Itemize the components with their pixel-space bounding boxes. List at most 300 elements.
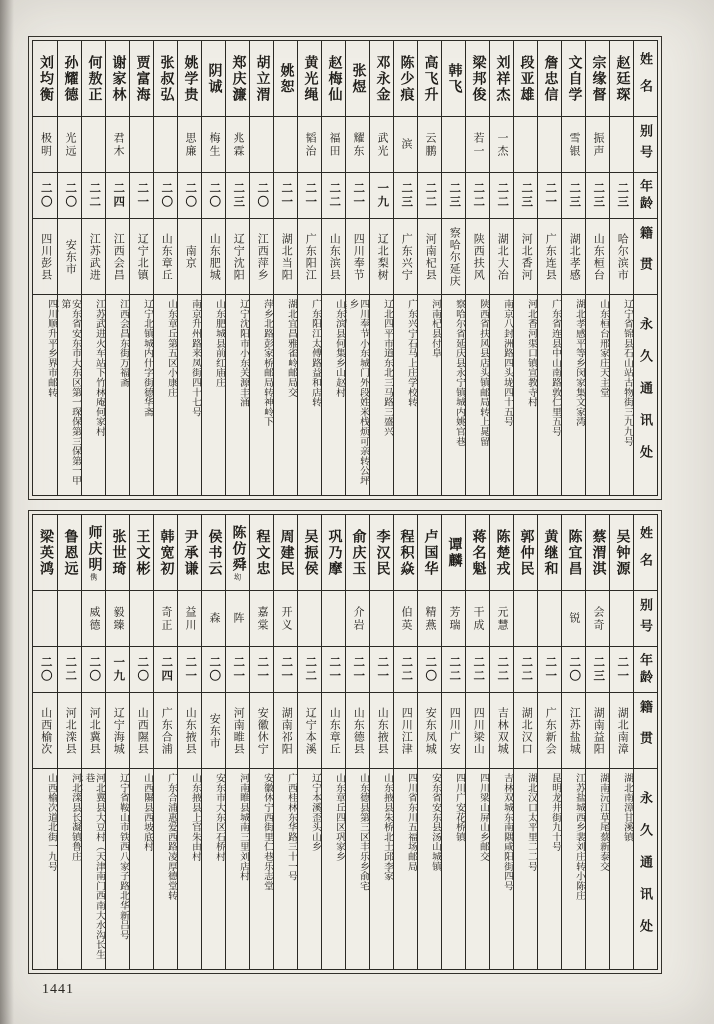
entry-address: 江西会昌东街万福斋 xyxy=(118,299,129,388)
directory-entry-column xyxy=(273,515,297,969)
directory-entry-column xyxy=(369,41,393,495)
entry-age: 二〇 xyxy=(33,173,57,219)
entry-age: 二一 xyxy=(346,173,369,219)
entry-address: 山东肥城县前红庙庄 xyxy=(214,299,225,388)
entry-address: 河北滦县长凝镇鲁庄 xyxy=(70,773,81,862)
entry-name: 詹忠信 xyxy=(538,41,561,117)
entry-native-place: 四川奉节 xyxy=(346,219,369,295)
directory-entry-column xyxy=(393,41,417,495)
entry-name: 巩乃摩 xyxy=(322,515,345,591)
entry-address: 四川奉节小东城门外段姓米栈烦可亲转公坪乡 xyxy=(346,295,369,495)
directory-entry-column xyxy=(369,515,393,969)
entry-address: 辽宁省锦县石山站古物街三九九号 xyxy=(622,299,633,446)
entry-age: 二四 xyxy=(106,173,129,219)
entry-age: 二〇 xyxy=(250,173,273,219)
directory-entry-column xyxy=(489,515,513,969)
entry-name: 何敖正 xyxy=(82,41,105,117)
entry-native-place: 陕西扶风 xyxy=(466,219,489,295)
entry-native-place: 四川江津 xyxy=(394,693,417,769)
entry-name: 胡立渭 xyxy=(250,41,273,117)
entry-age: 二三 xyxy=(514,173,537,219)
entry-native-place: 南京 xyxy=(178,219,201,295)
entry-native-place: 山东德县 xyxy=(346,693,369,769)
entry-name: 俞庆玉 xyxy=(346,515,369,591)
entry-alias xyxy=(442,117,465,173)
entry-name: 陈宜昌 xyxy=(562,515,585,591)
entry-name-note: 㘭 xyxy=(233,572,242,581)
entry-alias: 云鹏 xyxy=(418,117,441,173)
entry-name: 梁英鸿 xyxy=(33,515,57,591)
entry-native-place: 四川彭县 xyxy=(33,219,57,295)
directory-entry-column xyxy=(321,515,345,969)
entry-age: 二二 xyxy=(442,647,465,693)
entry-age: 二一 xyxy=(538,173,561,219)
entry-address: 四川省东川五福场邮局 xyxy=(406,773,417,871)
entry-address: 四川广安花桥镇 xyxy=(454,773,465,842)
entry-alias: 思廉 xyxy=(178,117,201,173)
entry-address: 四川顺升平乡界市邮转 xyxy=(46,299,57,397)
entry-age: 二二 xyxy=(490,173,513,219)
entry-age: 二〇 xyxy=(82,647,105,693)
directory-entry-column xyxy=(345,515,369,969)
entry-age: 一九 xyxy=(106,647,129,693)
entry-native-place: 安东市 xyxy=(58,219,81,295)
entry-age: 二二 xyxy=(298,647,321,693)
directory-entry-column xyxy=(537,515,561,969)
directory-entry-column xyxy=(249,41,273,495)
entry-alias xyxy=(322,591,345,647)
entry-age: 二一 xyxy=(226,647,249,693)
entry-name: 梁邦俊 xyxy=(466,41,489,117)
directory-entry-column xyxy=(225,515,249,969)
entry-age: 二二 xyxy=(466,173,489,219)
entry-age: 二三 xyxy=(586,173,609,219)
entry-address: 山东掖县朱桥北土邱李家 xyxy=(382,773,393,881)
entry-age: 二一 xyxy=(178,647,201,693)
entry-alias: 会奇 xyxy=(586,591,609,647)
entry-alias xyxy=(538,117,561,173)
directory-entry-column xyxy=(177,41,201,495)
entry-native-place: 辽北梨树 xyxy=(370,219,393,295)
directory-entry-column xyxy=(321,41,345,495)
entry-name: 程文忠 xyxy=(250,515,273,591)
entry-native-place: 河北滦县 xyxy=(58,693,81,769)
entry-native-place: 江苏盐城 xyxy=(562,693,585,769)
entry-alias: 毅臻 xyxy=(106,591,129,647)
directory-table-bottom-frame xyxy=(28,510,662,974)
entry-age: 二〇 xyxy=(178,173,201,219)
entry-alias xyxy=(274,117,297,173)
entry-name: 吴振侯 xyxy=(298,515,321,591)
directory-entry-column xyxy=(417,515,441,969)
entry-alias: 开义 xyxy=(274,591,297,647)
entry-native-place: 湖北汉口 xyxy=(514,693,537,769)
entry-address: 河南杞县付阜 xyxy=(430,299,441,358)
entry-native-place: 四川梁山 xyxy=(466,693,489,769)
entry-native-place: 辽宁沈阳 xyxy=(226,219,249,295)
entry-alias: 雪银 xyxy=(562,117,585,173)
entry-alias: 梅生 xyxy=(202,117,225,173)
directory-entry-column xyxy=(585,41,609,495)
entry-age: 二一 xyxy=(370,647,393,693)
entry-native-place: 河南杞县 xyxy=(418,219,441,295)
entry-name: 李汉民 xyxy=(370,515,393,591)
entry-alias: 耀东 xyxy=(346,117,369,173)
entry-address: 山东德县第三区丰乐乡俞宅 xyxy=(358,773,369,891)
directory-entry-column xyxy=(201,515,225,969)
entry-age: 二〇 xyxy=(562,647,585,693)
entry-name: 黄继和 xyxy=(538,515,561,591)
entry-alias xyxy=(130,117,153,173)
entry-native-place: 河南睢县 xyxy=(226,693,249,769)
entry-address: 安东市大东区石桥村 xyxy=(214,773,225,862)
entry-name: 张煜 xyxy=(346,41,369,117)
entry-age: 二二 xyxy=(418,173,441,219)
entry-address: 察哈尔省延庆县永宁镇城内姚官巷 xyxy=(454,299,465,446)
entry-name: 文自学 xyxy=(562,41,585,117)
entry-address: 四川梁山屏山乡邮交 xyxy=(478,773,489,862)
directory-entry-column xyxy=(57,515,81,969)
table-header-column xyxy=(633,41,657,495)
directory-entry-column xyxy=(609,41,633,495)
entry-name: 段亚雄 xyxy=(514,41,537,117)
entry-native-place: 山东掖县 xyxy=(178,693,201,769)
entry-alias: 阵 xyxy=(226,591,249,647)
directory-entry-column xyxy=(561,515,585,969)
entry-native-place: 安徽休宁 xyxy=(250,693,273,769)
entry-age: 二三 xyxy=(610,173,633,219)
entry-age: 二一 xyxy=(250,647,273,693)
entry-alias xyxy=(58,591,81,647)
entry-address: 南京升州路来凤街四十七号 xyxy=(190,299,201,417)
entry-address: 江苏盐城西乡裴刘庄转小陈庄 xyxy=(574,773,585,901)
page-number: 1441 xyxy=(42,982,74,997)
entry-native-place: 河北香河 xyxy=(514,219,537,295)
entry-address: 昆明龙井街九十号 xyxy=(550,773,561,852)
entry-native-place: 哈尔滨市 xyxy=(610,219,633,295)
directory-entry-column xyxy=(33,41,57,495)
directory-entry-column xyxy=(129,515,153,969)
entry-age: 二〇 xyxy=(202,647,225,693)
entry-age: 二三 xyxy=(394,173,417,219)
entry-address: 湖北汉口太平里二二号 xyxy=(526,773,537,871)
entry-age: 二〇 xyxy=(58,173,81,219)
entry-address: 安徽休宁西街里仁巷乐志堂 xyxy=(262,773,273,891)
entry-address: 山东章丘第五区小康庄 xyxy=(166,299,177,397)
entry-native-place: 广东新会 xyxy=(538,693,561,769)
entry-address: 广东阳江太傅路益和店转 xyxy=(310,299,321,407)
entry-native-place: 江西会昌 xyxy=(106,219,129,295)
entry-native-place: 山东掖县 xyxy=(370,693,393,769)
entry-native-place: 广东连县 xyxy=(538,219,561,295)
directory-entry-column xyxy=(105,41,129,495)
entry-name: 韩飞 xyxy=(442,41,465,117)
entry-age: 二三 xyxy=(226,173,249,219)
entry-alias: 嘉棠 xyxy=(250,591,273,647)
entry-native-place: 湖北孝感 xyxy=(562,219,585,295)
directory-entry-column xyxy=(153,41,177,495)
entry-alias xyxy=(33,591,57,647)
entry-alias: 君木 xyxy=(106,117,129,173)
entry-name: 程积焱 xyxy=(394,515,417,591)
entry-name: 赵梅仙 xyxy=(322,41,345,117)
entry-alias xyxy=(610,117,633,173)
directory-table-bottom xyxy=(32,514,658,970)
entry-native-place: 安东市 xyxy=(202,693,225,769)
entry-name: 郭仲民 xyxy=(514,515,537,591)
entry-native-place: 河北冀县 xyxy=(82,693,105,769)
entry-name: 陈楚戎 xyxy=(490,515,513,591)
entry-age: 二〇 xyxy=(130,647,153,693)
entry-alias xyxy=(154,117,177,173)
directory-entry-column xyxy=(33,515,57,969)
entry-address: 山东掖县上官朱由村 xyxy=(190,773,201,862)
entry-address: 山东滨县何集乡山赵村 xyxy=(334,299,345,397)
entry-age: 二一 xyxy=(274,647,297,693)
header-permanent-address: 永久通讯处 xyxy=(638,791,654,951)
entry-alias: 光远 xyxy=(58,117,81,173)
directory-entry-column xyxy=(81,41,105,495)
entry-alias: 极明 xyxy=(33,117,57,173)
entry-alias xyxy=(514,591,537,647)
entry-age: 二〇 xyxy=(154,173,177,219)
entry-native-place: 江苏武进 xyxy=(82,219,105,295)
entry-age: 二二 xyxy=(514,647,537,693)
entry-age: 二二 xyxy=(394,647,417,693)
entry-name: 张世琦 xyxy=(106,515,129,591)
entry-age: 二三 xyxy=(586,647,609,693)
directory-entry-column xyxy=(465,515,489,969)
entry-name: 刘均衡 xyxy=(33,41,57,117)
entry-address: 山东桓台邢家庄天主堂 xyxy=(598,299,609,397)
entry-age: 二二 xyxy=(490,647,513,693)
header-name: 姓名 xyxy=(634,41,657,117)
entry-age: 二一 xyxy=(298,173,321,219)
entry-native-place: 湖北当阳 xyxy=(274,219,297,295)
entry-name: 陈仿舜 㘭 xyxy=(226,515,249,591)
entry-native-place: 山东肥城 xyxy=(202,219,225,295)
entry-address: 广西桂林东华路三十一号 xyxy=(286,773,297,881)
directory-entry-column xyxy=(57,41,81,495)
entry-address: 湖北南漳甘溪镇 xyxy=(622,773,633,842)
entry-address: 山东章丘四区巩家乡 xyxy=(334,773,345,862)
entry-age: 二二 xyxy=(322,173,345,219)
entry-age: 二一 xyxy=(346,647,369,693)
entry-native-place: 湖北大冶 xyxy=(490,219,513,295)
entry-address: 安东省安东市大东区第一琛保第三保第一甲第 xyxy=(58,295,81,495)
entry-address: 山西榆次道北街一九号 xyxy=(46,773,57,871)
entry-name: 孙耀德 xyxy=(58,41,81,117)
entry-alias: 威德 xyxy=(82,591,105,647)
directory-table-top xyxy=(32,40,658,496)
entry-name: 张叔弘 xyxy=(154,41,177,117)
entry-age: 二一 xyxy=(130,173,153,219)
entry-name: 王文彬 xyxy=(130,515,153,591)
entry-native-place: 安东凤城 xyxy=(418,693,441,769)
entry-alias: 韬治 xyxy=(298,117,321,173)
entry-name: 贾富海 xyxy=(130,41,153,117)
entry-alias xyxy=(370,591,393,647)
entry-native-place: 察哈尔延庆 xyxy=(442,219,465,295)
directory-entry-column xyxy=(513,41,537,495)
entry-native-place: 湖南祁阳 xyxy=(274,693,297,769)
directory-entry-column xyxy=(297,41,321,495)
entry-alias xyxy=(610,591,633,647)
entry-name: 郑庆濂 xyxy=(226,41,249,117)
entry-native-place: 辽宁海城 xyxy=(106,693,129,769)
entry-name: 鲁恩远 xyxy=(58,515,81,591)
directory-entry-column xyxy=(441,41,465,495)
entry-alias: 兆霖 xyxy=(226,117,249,173)
directory-entry-column xyxy=(273,41,297,495)
entry-native-place: 湖南益阳 xyxy=(586,693,609,769)
entry-age: 二四 xyxy=(154,647,177,693)
entry-address: 陕西省扶风县店头镇邮局转上晁留 xyxy=(478,299,489,446)
entry-alias: 芳瑞 xyxy=(442,591,465,647)
entry-address: 辽宁省鞍山市铁西八家子路北华新吕号 xyxy=(118,773,129,940)
directory-entry-column xyxy=(393,515,417,969)
directory-entry-column xyxy=(201,41,225,495)
entry-age: 二〇 xyxy=(33,647,57,693)
entry-alias: 干成 xyxy=(466,591,489,647)
entry-native-place: 吉林双城 xyxy=(490,693,513,769)
entry-age: 二〇 xyxy=(418,647,441,693)
entry-name-note: 㑺 xyxy=(89,572,98,581)
directory-entry-column xyxy=(177,515,201,969)
entry-address: 山西隰县西坡底村 xyxy=(142,773,153,852)
entry-address: 辽北四平市道东北三马路三盛兴 xyxy=(382,299,393,437)
entry-native-place: 广东兴宁 xyxy=(394,219,417,295)
directory-entry-column xyxy=(129,41,153,495)
entry-age: 二二 xyxy=(82,173,105,219)
entry-native-place: 山东桓台 xyxy=(586,219,609,295)
directory-entry-column xyxy=(81,515,105,969)
entry-alias: 介岩 xyxy=(346,591,369,647)
entry-name: 蒋名魁 xyxy=(466,515,489,591)
entry-address: 辽宁本溪歪头山乡 xyxy=(310,773,321,852)
entry-alias: 锐 xyxy=(562,591,585,647)
entry-native-place: 辽宁本溪 xyxy=(298,693,321,769)
entry-age: 二二 xyxy=(466,647,489,693)
entry-name: 黄光绳 xyxy=(298,41,321,117)
directory-table-top-frame xyxy=(28,36,662,500)
header-age: 年龄 xyxy=(634,173,657,219)
header-alias: 别号 xyxy=(634,117,657,173)
entry-address: 河北香河渠口镇宣教寺村 xyxy=(526,299,537,407)
entry-alias: 益川 xyxy=(178,591,201,647)
entry-name: 赵廷琛 xyxy=(610,41,633,117)
directory-entry-column xyxy=(249,515,273,969)
entry-native-place: 山西隰县 xyxy=(130,693,153,769)
entry-name: 阴诚 xyxy=(202,41,225,117)
directory-entry-column xyxy=(153,515,177,969)
entry-address: 广东兴宁石马上庄学校转 xyxy=(406,299,417,407)
entry-name: 谢家林 xyxy=(106,41,129,117)
entry-name: 高飞升 xyxy=(418,41,441,117)
entry-alias: 伯英 xyxy=(394,591,417,647)
entry-age: 一九 xyxy=(370,173,393,219)
directory-entry-column xyxy=(489,41,513,495)
entry-name: 刘祥杰 xyxy=(490,41,513,117)
entry-name: 陈少痕 xyxy=(394,41,417,117)
entry-age: 二一 xyxy=(274,173,297,219)
entry-address: 萍乡北路彭家桥邮局转神岭下 xyxy=(262,299,273,427)
entry-address: 江苏武进火车站下竹林庵何家村 xyxy=(94,299,105,437)
entry-name: 姚恕 xyxy=(274,41,297,117)
entry-alias: 精燕 xyxy=(418,591,441,647)
entry-age: 二一 xyxy=(322,647,345,693)
table-header-column xyxy=(633,515,657,969)
entry-alias: 森 xyxy=(202,591,225,647)
entry-age: 二一 xyxy=(610,647,633,693)
entry-address-note xyxy=(82,773,83,967)
entry-name: 尹承谦 xyxy=(178,515,201,591)
entry-native-place: 山东滨县 xyxy=(322,219,345,295)
entry-alias xyxy=(130,591,153,647)
entry-name: 师庆明 㑺 xyxy=(82,515,105,591)
entry-name: 姚学贵 xyxy=(178,41,201,117)
entry-alias xyxy=(514,117,537,173)
entry-alias xyxy=(298,591,321,647)
entry-name: 韩宽初 xyxy=(154,515,177,591)
directory-entry-column xyxy=(585,515,609,969)
entry-age: 二〇 xyxy=(202,173,225,219)
entry-address: 广东合浦惠爱西路凌厚德堂转 xyxy=(166,773,177,901)
entry-alias: 福田 xyxy=(322,117,345,173)
entry-name: 侯书云 xyxy=(202,515,225,591)
entry-address: 湖北宜昌雅雀岭邮局交 xyxy=(286,299,297,397)
entry-name: 周建民 xyxy=(274,515,297,591)
directory-entry-column xyxy=(345,41,369,495)
entry-name: 卢国华 xyxy=(418,515,441,591)
entry-address: 安东省安东县汤山城镇 xyxy=(430,773,441,871)
entry-native-place: 辽宁北镇 xyxy=(130,219,153,295)
entry-native-place: 山西榆次 xyxy=(33,693,57,769)
entry-address-note xyxy=(58,299,59,493)
entry-name: 蔡渭淇 xyxy=(586,515,609,591)
entry-address: 吉林双城东南隅咸阳街四号 xyxy=(502,773,513,891)
entry-alias xyxy=(250,117,273,173)
entry-native-place: 山东章丘 xyxy=(154,219,177,295)
entry-alias: 若一 xyxy=(466,117,489,173)
entry-alias: 武光 xyxy=(370,117,393,173)
entry-alias: 一杰 xyxy=(490,117,513,173)
directory-entry-column xyxy=(297,515,321,969)
entry-age: 二三 xyxy=(442,173,465,219)
entry-address: 湖南沅江草尾蔡新泰交 xyxy=(598,773,609,871)
entry-native-place: 广东合浦 xyxy=(154,693,177,769)
entry-address: 辽宁沈阳市小东关源丰涌 xyxy=(238,299,249,407)
entry-name: 吴钟源 xyxy=(610,515,633,591)
entry-alias xyxy=(82,117,105,173)
entry-alias: 奇正 xyxy=(154,591,177,647)
directory-entry-column xyxy=(561,41,585,495)
entry-alias xyxy=(538,591,561,647)
entry-address: 辽宁北镇城内什字街德华斋 xyxy=(142,299,153,417)
header-name: 姓名 xyxy=(634,515,657,591)
entry-age: 二二 xyxy=(58,647,81,693)
header-native-place: 籍贯 xyxy=(634,219,657,295)
entry-native-place: 广东阳江 xyxy=(298,219,321,295)
header-age: 年龄 xyxy=(634,647,657,693)
directory-entry-column xyxy=(609,515,633,969)
entry-native-place: 湖北南漳 xyxy=(610,693,633,769)
entry-age: 二一 xyxy=(538,647,561,693)
directory-entry-column xyxy=(225,41,249,495)
entry-age: 二三 xyxy=(562,173,585,219)
entry-address: 河北冀县大豆村（天津南门西南大水沟长生巷 xyxy=(82,769,105,969)
entry-alias: 滨 xyxy=(394,117,417,173)
